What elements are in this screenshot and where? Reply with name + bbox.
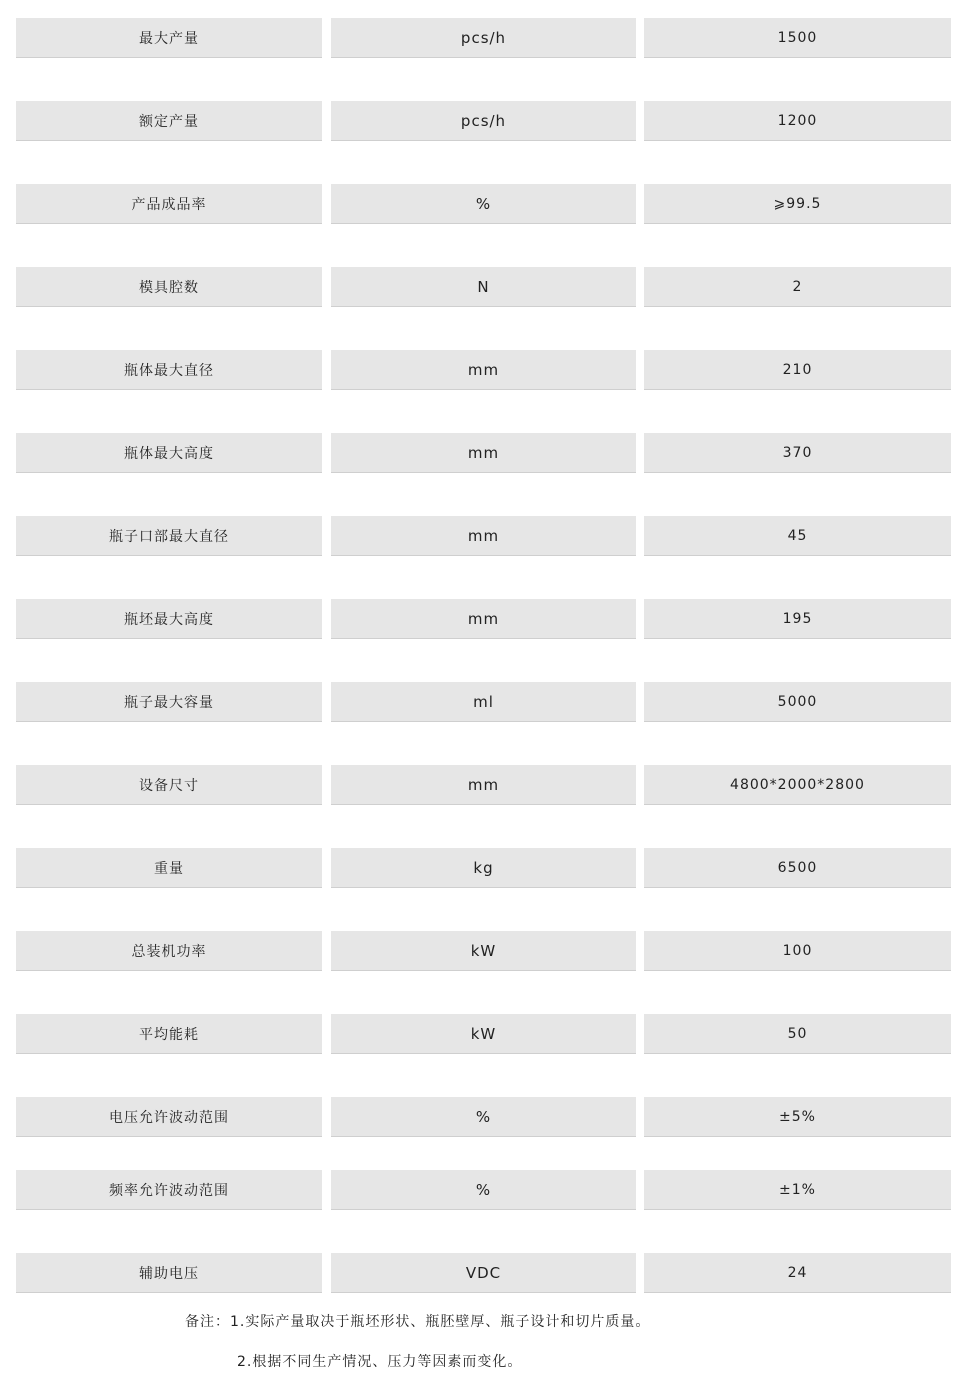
spec-name: 产品成品率: [16, 184, 322, 223]
spec-value: 210: [644, 350, 951, 389]
spec-row: [16, 1014, 951, 1053]
spec-row: [16, 1170, 951, 1209]
spec-name: 瓶坯最大高度: [16, 599, 322, 638]
spec-unit: N: [331, 267, 636, 306]
spec-name: 瓶体最大直径: [16, 350, 322, 389]
spec-name: 辅助电压: [16, 1253, 322, 1292]
spec-unit: %: [331, 1097, 636, 1136]
spec-row: [16, 101, 951, 140]
spec-value: 1200: [644, 101, 951, 140]
remark-line-1: 备注：1.实际产量取决于瓶坯形状、瓶胚壁厚、瓶子设计和切片质量。: [185, 1314, 651, 1330]
spec-value: ⩾99.5: [644, 184, 951, 223]
spec-unit: %: [331, 184, 636, 223]
spec-name: 平均能耗: [16, 1014, 322, 1053]
spec-unit: mm: [331, 599, 636, 638]
spec-name: 最大产量: [16, 18, 322, 57]
spec-value: 6500: [644, 848, 951, 887]
spec-row: [16, 1253, 951, 1292]
spec-value: 195: [644, 599, 951, 638]
spec-table: [16, 18, 951, 1336]
spec-row: [16, 931, 951, 970]
spec-unit: ml: [331, 682, 636, 721]
spec-value: ±1%: [644, 1170, 951, 1209]
spec-row: [16, 848, 951, 887]
spec-unit: kg: [331, 848, 636, 887]
spec-name: 设备尺寸: [16, 765, 322, 804]
spec-row: [16, 184, 951, 223]
spec-row: [16, 1097, 951, 1136]
spec-unit: VDC: [331, 1253, 636, 1292]
spec-name: 总装机功率: [16, 931, 322, 970]
spec-name: 瓶子最大容量: [16, 682, 322, 721]
remark-line-2: 2.根据不同生产情况、压力等因素而变化。: [237, 1354, 523, 1370]
spec-row: [16, 599, 951, 638]
spec-name: 重量: [16, 848, 322, 887]
spec-name: 模具腔数: [16, 267, 322, 306]
spec-row: [16, 765, 951, 804]
spec-row: [16, 516, 951, 555]
spec-value: 5000: [644, 682, 951, 721]
spec-value: ±5%: [644, 1097, 951, 1136]
spec-value: 100: [644, 931, 951, 970]
spec-unit: mm: [331, 433, 636, 472]
spec-value: 1500: [644, 18, 951, 57]
spec-unit: mm: [331, 350, 636, 389]
spec-row: [16, 682, 951, 721]
spec-name: 频率允许波动范围: [16, 1170, 322, 1209]
spec-name: 瓶体最大高度: [16, 433, 322, 472]
spec-value: 45: [644, 516, 951, 555]
spec-unit: mm: [331, 765, 636, 804]
remarks: [185, 1312, 650, 1372]
spec-value: 50: [644, 1014, 951, 1053]
spec-row: [16, 350, 951, 389]
spec-name: 电压允许波动范围: [16, 1097, 322, 1136]
spec-unit: kW: [331, 931, 636, 970]
spec-unit: pcs/h: [331, 101, 636, 140]
spec-unit: kW: [331, 1014, 636, 1053]
spec-row: [16, 267, 951, 306]
spec-value: 370: [644, 433, 951, 472]
spec-name: 瓶子口部最大直径: [16, 516, 322, 555]
spec-row: [16, 18, 951, 57]
spec-value: 2: [644, 267, 951, 306]
spec-unit: %: [331, 1170, 636, 1209]
spec-value: 4800*2000*2800: [644, 765, 951, 804]
spec-unit: pcs/h: [331, 18, 636, 57]
spec-unit: mm: [331, 516, 636, 555]
spec-row: [16, 433, 951, 472]
spec-name: 额定产量: [16, 101, 322, 140]
spec-value: 24: [644, 1253, 951, 1292]
